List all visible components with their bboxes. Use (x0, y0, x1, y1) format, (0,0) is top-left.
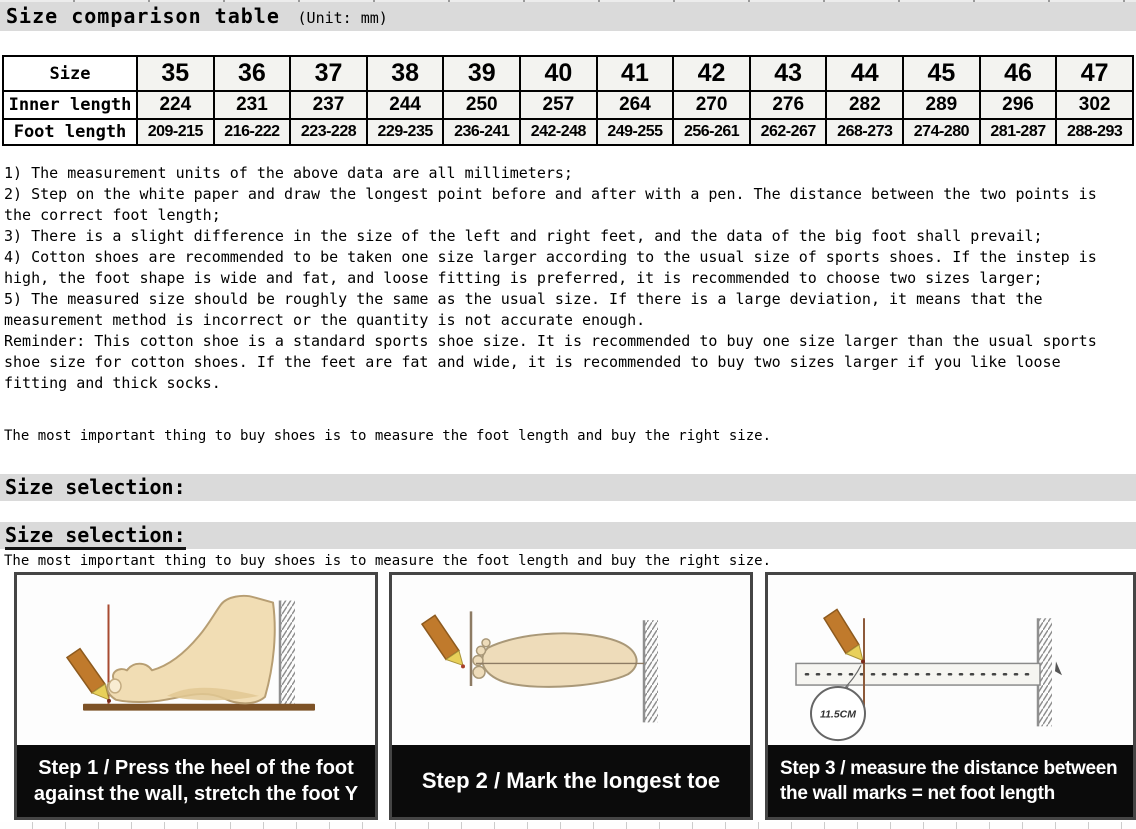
caption-line: against the wall, stretch the foot Y (33, 783, 359, 805)
important-note-repeat: The most important thing to buy shoes is to measure the foot length and buy the right size. (4, 553, 772, 569)
heading-text: Size selection: (5, 475, 186, 499)
heading-text: Size selection: (5, 524, 186, 550)
pencil-body (422, 615, 459, 659)
table-cell: 223-228 (290, 119, 367, 145)
step1-caption (17, 745, 375, 817)
wall-hatching (1039, 618, 1052, 726)
table-cell: 39 (443, 56, 520, 91)
table-cell: 276 (750, 91, 827, 119)
page-title: Size comparison table (6, 4, 280, 28)
pencil-body (824, 609, 859, 653)
table-row (3, 91, 1133, 119)
table-cell: 231 (214, 91, 291, 119)
table-cell: 209-215 (137, 119, 214, 145)
step2-foot-top-drawing (392, 575, 750, 745)
note-line: 5) The measured size should be roughly the same as the usual size. If there is a large deviation, it means that the measurement method is incorrect or the quantity is not accurate enough. (4, 290, 1043, 329)
table-cell: 257 (520, 91, 597, 119)
table-cell: 37 (290, 56, 367, 91)
step3-ruler-drawing (768, 575, 1133, 745)
note-line: 2) Step on the white paper and draw the longest point before and after with a pen. The distance between the two points is the correct foot length; (4, 185, 1097, 224)
step2-illustration (392, 575, 750, 745)
table-cell: 249-255 (597, 119, 674, 145)
caption-line: Step 2 / Mark the longest toe (421, 768, 721, 793)
toe (482, 639, 490, 647)
pencil-body (67, 649, 105, 693)
table-cell: 268-273 (826, 119, 903, 145)
table-cell: 35 (137, 56, 214, 91)
table-cell: 224 (137, 91, 214, 119)
size-selection-heading-1 (0, 474, 1136, 501)
caption-line: the wall marks = net foot length (780, 783, 1055, 804)
table-cell: 229-235 (367, 119, 444, 145)
bottom-grid-ticks (0, 822, 1136, 829)
table-cell: 244 (367, 91, 444, 119)
table-cell: 274-280 (903, 119, 980, 145)
table-cell: 296 (980, 91, 1057, 119)
table-cell: 36 (214, 56, 291, 91)
note-line: 1) The measurement units of the above data are all millimeters; (4, 164, 573, 182)
table-cell: 46 (980, 56, 1057, 91)
size-comparison-table (2, 55, 1134, 146)
toe (477, 646, 486, 655)
step3-caption (768, 745, 1133, 817)
size-selection-heading-2 (0, 522, 1136, 549)
note-line: 3) There is a slight difference in the size of the left and right feet, and the data of the big foot shall prevail; (4, 227, 1043, 245)
table-cell: 45 (903, 56, 980, 91)
table-cell: 281-287 (980, 119, 1057, 145)
page-title-unit: (Unit: mm) (297, 9, 388, 27)
table-cell: 47 (1056, 56, 1133, 91)
table-cell: 242-248 (520, 119, 597, 145)
foot-shape (107, 596, 275, 703)
wall-hatching (645, 620, 658, 722)
table-cell: 256-261 (673, 119, 750, 145)
table-cell: 38 (367, 56, 444, 91)
step1-panel (14, 572, 378, 820)
pencil-point (461, 664, 465, 668)
pencil-point (861, 660, 865, 664)
table-cell: 264 (597, 91, 674, 119)
table-cell: 282 (826, 91, 903, 119)
page-title-bar (0, 2, 1136, 31)
table-row (3, 119, 1133, 145)
note-line: 4) Cotton shoes are recommended to be taken one size larger according to the usual size of sports shoes. If the instep is high, the foot shape is wide and fat, and loose fitting is preferred, it is recommended to choose two sizes larger; (4, 248, 1097, 287)
big-toe (473, 666, 485, 678)
important-note: The most important thing to buy shoes is to measure the foot length and buy the right size. (4, 428, 772, 444)
row-header: Size (3, 56, 137, 91)
table-cell: 40 (520, 56, 597, 91)
table-row (3, 56, 1133, 91)
table-cell: 302 (1056, 91, 1133, 119)
table-cell: 289 (903, 91, 980, 119)
footprint-shape (482, 633, 636, 687)
ruler-measure-label: 11.5CM (820, 709, 856, 721)
wall-hatching (281, 601, 295, 709)
table-cell: 42 (673, 56, 750, 91)
pencil-point (107, 699, 111, 703)
table-cell: 262-267 (750, 119, 827, 145)
step2-panel (389, 572, 753, 820)
wall-pointer-mark (1055, 661, 1062, 675)
table-cell: 236-241 (443, 119, 520, 145)
caption-line: Step 3 / measure the distance between (780, 758, 1118, 779)
toenail (109, 679, 121, 693)
table-cell: 250 (443, 91, 520, 119)
step1-foot-side-drawing (17, 575, 375, 745)
caption-line: Step 1 / Press the heel of the foot (38, 757, 354, 779)
step1-illustration (17, 575, 375, 745)
table-cell: 237 (290, 91, 367, 119)
table-cell: 288-293 (1056, 119, 1133, 145)
step3-illustration (768, 575, 1133, 745)
step3-panel (765, 572, 1136, 820)
table-cell: 43 (750, 56, 827, 91)
row-header: Foot length (3, 119, 137, 145)
sizing-notes (4, 163, 1130, 394)
step2-caption (392, 745, 750, 817)
table-cell: 41 (597, 56, 674, 91)
row-header: Inner length (3, 91, 137, 119)
table-cell: 216-222 (214, 119, 291, 145)
table-cell: 270 (673, 91, 750, 119)
note-line: Reminder: This cotton shoe is a standard sports shoe size. It is recommended to buy one size larger than the usual sports shoe size for cotton shoes. If the feet are fat and wide, it is recommended to buy two sizes larger if you like loose fitting and thick socks. (4, 332, 1097, 392)
table-cell: 44 (826, 56, 903, 91)
floor-board (83, 704, 315, 711)
